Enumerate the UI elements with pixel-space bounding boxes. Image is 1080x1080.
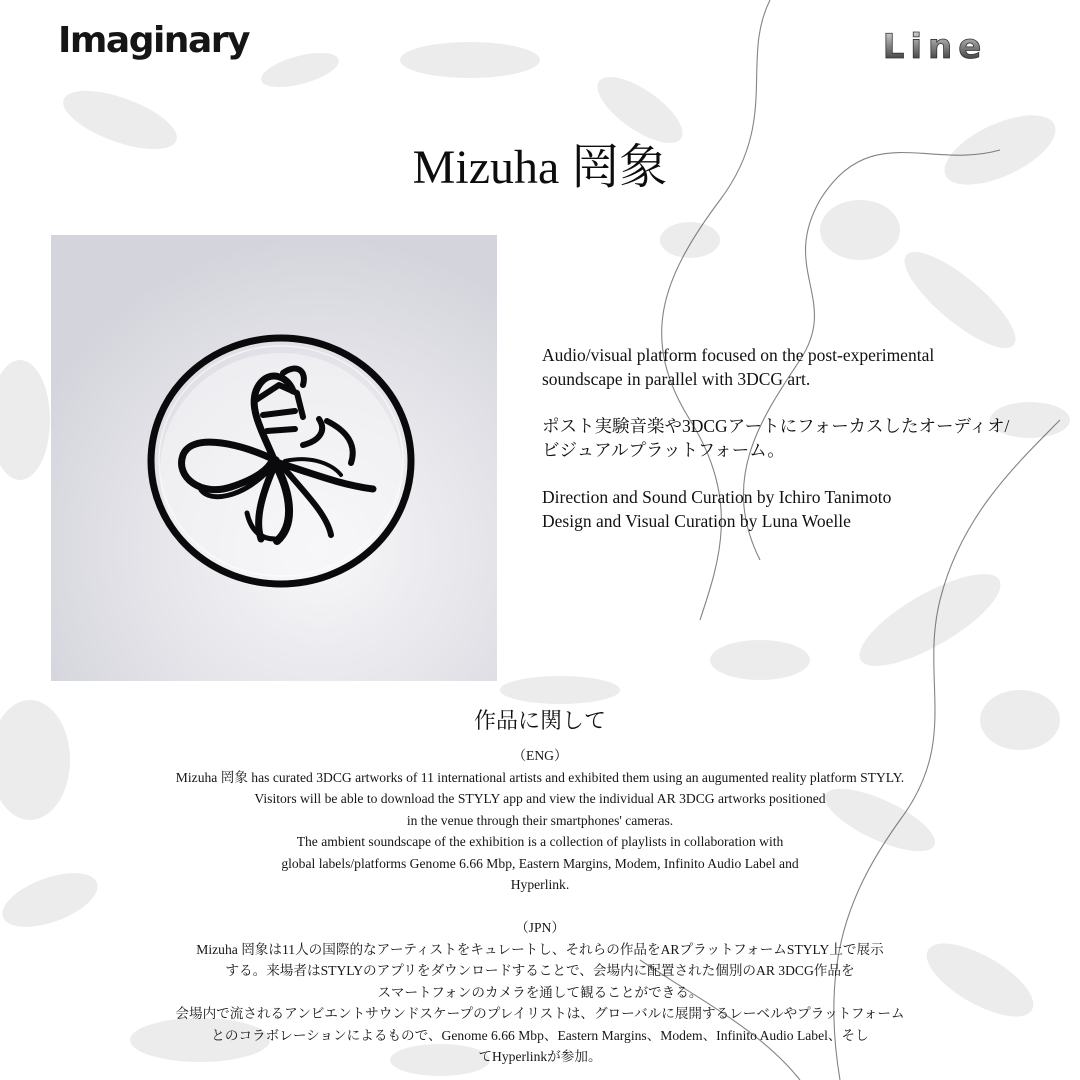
credits <box>542 485 1062 533</box>
artwork-image <box>51 235 497 681</box>
jpn-line: Mizuha 罔象は11人の国際的なアーティストをキュレートし、それらの作品をARプラットフォームSTYLY上で展示 <box>196 941 884 957</box>
jpn-line: てHyperlinkが参加。 <box>478 1049 602 1064</box>
credit-line: Direction and Sound Curation by Ichiro Tanimoto <box>542 487 892 507</box>
description-en <box>542 343 1062 391</box>
about-heading: 作品に関して <box>473 709 606 734</box>
jpn-label: （JPN） <box>515 920 565 935</box>
eng-line: in the venue through their smartphones' cameras. <box>406 812 674 828</box>
mizuha-emblem-icon <box>51 235 497 681</box>
imaginary-logo: Imaginary <box>58 20 249 61</box>
eng-line: Visitors will be able to download the STYLY app and view the individual AR 3DCG artworks positioned <box>254 791 826 806</box>
svg-text:Line: Line <box>882 28 988 66</box>
description-jp-line: ポスト実験音楽や3DCGアートにフォーカスしたオーディオ/ <box>542 416 1010 436</box>
line-logo <box>832 28 1038 66</box>
eng-label: （ENG） <box>512 748 568 763</box>
description-jp-line: ビジュアルプラットフォーム。 <box>542 440 785 460</box>
description-en-line: Audio/visual platform focused on the post-experimental <box>542 345 935 365</box>
eng-line: Mizuha 罔象 has curated 3DCG artworks of 11 international artists and exhibited them using an augumented reality platform STYLY. <box>175 769 905 785</box>
eng-line: global labels/platforms Genome 6.66 Mbp, Eastern Margins, Modem, Infinito Audio Label and <box>281 855 799 871</box>
jpn-line: 会場内で流されるアンビエントサウンドスケープのプレイリストは、グローバルに展開するレーベルやプラットフォーム <box>175 1006 905 1021</box>
jpn-line: とのコラボレーションによるもので、Genome 6.66 Mbp、Eastern Margins、Modem、Infinito Audio Label、そし <box>211 1027 869 1043</box>
description-jp <box>542 414 1062 462</box>
jpn-line: スマートフォンのカメラを通して観ることができる。 <box>377 984 703 1000</box>
description-en-line: soundscape in parallel with 3DCG art. <box>542 369 811 389</box>
description-block <box>542 343 1062 556</box>
eng-line: The ambient soundscape of the exhibition is a collection of playlists in collaboration with <box>296 834 784 849</box>
page-title: Mizuha 罔象 <box>412 141 668 194</box>
jpn-line: する。来場者はSTYLYのアプリをダウンロードすることで、会場内に配置された個別のAR 3DCG作品を <box>225 963 855 978</box>
about-text <box>40 745 1040 1068</box>
credit-line: Design and Visual Curation by Luna Woelle <box>542 511 851 531</box>
spacer <box>40 896 1040 918</box>
eng-line: Hyperlink. <box>510 877 570 892</box>
